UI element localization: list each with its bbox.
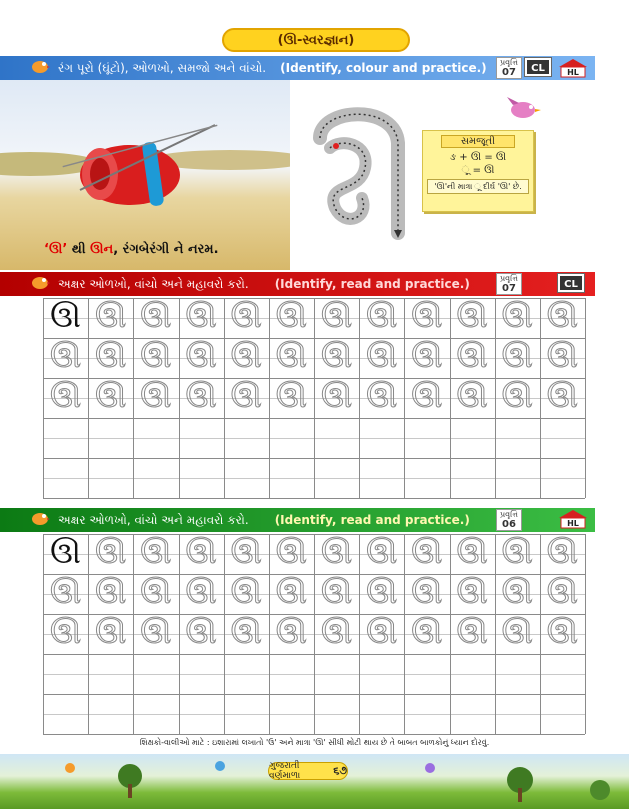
trace-letter: ઊ <box>546 576 578 611</box>
trace-letter: ઊ <box>366 616 398 651</box>
trace-letter: ઊ <box>140 616 172 651</box>
activity-tag-label: પ્રવૃત્તિ <box>499 274 519 283</box>
trace-letter: ઊ <box>411 536 443 571</box>
trace-letter: ઊ <box>185 536 217 571</box>
trace-letter: ઊ <box>95 380 127 415</box>
activity-tag <box>496 273 522 295</box>
bird-icon <box>30 510 50 526</box>
trace-letter: ઊ <box>366 576 398 611</box>
trace-letter: ઊ <box>501 380 533 415</box>
cl-badge: CL <box>525 58 551 76</box>
trace-letter: ઊ <box>140 300 172 335</box>
note-line-2: ૂ = ઊ <box>461 165 495 176</box>
activity-tag-label: પ્રવૃત્તિ <box>499 58 519 67</box>
caption-mid: થી <box>67 242 91 257</box>
explanation-note <box>422 130 534 212</box>
trace-letter: ઊ <box>456 300 488 335</box>
trace-letter: ઊ <box>185 576 217 611</box>
trace-letter: ઊ <box>230 300 262 335</box>
trace-letter: ઊ <box>50 380 82 415</box>
trace-letter: ઊ <box>411 616 443 651</box>
trace-letter: ઊ <box>185 340 217 375</box>
trace-letter: ઊ <box>140 576 172 611</box>
bird-icon <box>30 58 50 74</box>
activity-tag-number: 07 <box>502 67 516 78</box>
caption-rest: , રંગબેરંગી ને નરમ. <box>113 242 219 257</box>
trace-letter: ઊ <box>230 536 262 571</box>
trace-letter: ઊ <box>50 616 82 651</box>
instruction-gujarati: રંગ પૂરો (ઘૂંટો), ઓળખો, સમજો અને વાંચો. <box>58 60 267 75</box>
book-name: ગુજરાતી વર્ણમાળા <box>269 761 301 781</box>
trace-letter: ઊ <box>321 380 353 415</box>
trace-letter: ઊ <box>501 536 533 571</box>
trace-letter: ઊ <box>456 576 488 611</box>
trace-letter: ઊ <box>546 380 578 415</box>
trace-letter: ઊ <box>501 576 533 611</box>
grid-line <box>43 498 585 499</box>
teacher-note: શિક્ષકો-વાલીઓ માટે : ઇશારામાં લખાતો 'ઉ' અને માત્રા 'ઊ' સીધી મોટી થાય છે તે બાબત બાળકોનું ધ્યાન દોરવું. <box>139 738 490 747</box>
trace-letter: ઊ <box>456 616 488 651</box>
trace-letter: ઊ <box>456 340 488 375</box>
grid-column-line <box>585 298 586 498</box>
trace-letter: ઊ <box>95 536 127 571</box>
trace-letter: ઊ <box>411 340 443 375</box>
home-hl-icon <box>558 58 588 78</box>
trace-letter: ઊ <box>230 616 262 651</box>
trace-letter: ઊ <box>275 300 307 335</box>
bird-icon <box>30 274 50 290</box>
trace-letter: ઊ <box>321 300 353 335</box>
trace-letter: ઊ <box>501 300 533 335</box>
trace-letter: ઊ <box>411 380 443 415</box>
trace-letter: ઊ <box>275 576 307 611</box>
trace-letter: ઊ <box>456 380 488 415</box>
instruction-english: (Identify, read and practice.) <box>274 277 470 291</box>
trace-letter: ઊ <box>321 340 353 375</box>
activity-tag <box>496 509 522 531</box>
page-title: (ઊ-સ્વરજ્ઞાન) <box>222 28 410 52</box>
trace-letter: ઊ <box>95 616 127 651</box>
trace-letter: ઊ <box>275 340 307 375</box>
trace-letter: ઊ <box>230 380 262 415</box>
writing-practice-grid-1[interactable] <box>43 298 585 498</box>
trace-letter: ઊ <box>411 576 443 611</box>
model-letter: ઊ <box>50 300 82 335</box>
trace-letter: ઊ <box>140 380 172 415</box>
trace-letter: ઊ <box>321 576 353 611</box>
trace-letter: ઊ <box>366 300 398 335</box>
page-number-badge <box>268 762 348 780</box>
model-letter: ઊ <box>50 536 82 571</box>
trace-letter: ઊ <box>230 340 262 375</box>
instruction-gujarati: અક્ષર ઓળખો, વાંચો અને મહાવરો કરો. <box>58 512 249 527</box>
caption-letter: ‘ઊ’ <box>44 242 68 257</box>
activity-tag-label: પ્રવૃત્તિ <box>499 510 519 519</box>
trace-letter: ઊ <box>366 340 398 375</box>
trace-letter: ઊ <box>321 616 353 651</box>
instruction-english: (Identify, colour and practice.) <box>280 61 487 75</box>
page-number: ૬૭ <box>333 764 347 777</box>
trace-letter: ઊ <box>140 340 172 375</box>
flying-bird-icon <box>505 95 541 123</box>
note-line-1: ઙ + ઊ = ઊ <box>449 152 507 163</box>
activity-tag-number: 07 <box>502 283 516 294</box>
trace-letter: ઊ <box>230 576 262 611</box>
trace-letter: ઊ <box>501 340 533 375</box>
writing-practice-grid-2[interactable] <box>43 534 585 734</box>
instruction-gujarati: અક્ષર ઓળખો, વાંચો અને મહાવરો કરો. <box>58 276 249 291</box>
trace-letter: ઊ <box>411 300 443 335</box>
activity-tag <box>496 57 522 79</box>
svg-text:HL: HL <box>567 68 579 77</box>
grid-column-line <box>585 534 586 734</box>
letter-tracing-guide[interactable] <box>300 98 412 243</box>
home-hl-icon <box>558 509 588 529</box>
wool-caption <box>44 242 219 257</box>
trace-letter: ઊ <box>50 340 82 375</box>
trace-letter: ઊ <box>275 380 307 415</box>
trace-letter: ઊ <box>95 576 127 611</box>
trace-letter: ઊ <box>366 380 398 415</box>
cl-badge: CL <box>558 274 584 292</box>
trace-letter: ઊ <box>546 616 578 651</box>
instruction-english: (Identify, read and practice.) <box>274 513 470 527</box>
trace-letter: ઊ <box>95 340 127 375</box>
trace-letter: ઊ <box>185 380 217 415</box>
trace-letter: ઊ <box>366 536 398 571</box>
activity-tag-number: 06 <box>502 519 516 530</box>
trace-letter: ઊ <box>546 340 578 375</box>
trace-letter: ઊ <box>546 300 578 335</box>
caption-word: ઊન <box>90 242 114 257</box>
trace-letter: ઊ <box>50 576 82 611</box>
svg-text:HL: HL <box>567 519 579 528</box>
trace-letter: ઊ <box>501 616 533 651</box>
trace-letter: ઊ <box>140 536 172 571</box>
trace-letter: ઊ <box>275 616 307 651</box>
trace-letter: ઊ <box>185 616 217 651</box>
grid-line <box>43 734 585 735</box>
note-heading: સમજૂતી <box>441 135 515 148</box>
trace-letter: ઊ <box>321 536 353 571</box>
trace-letter: ઊ <box>546 536 578 571</box>
trace-letter: ઊ <box>456 536 488 571</box>
note-line-3: 'ઊ'ની માત્રા ૂ દીર્ઘ 'ઊ' છે. <box>427 179 529 194</box>
trace-letter: ઊ <box>95 300 127 335</box>
trace-letter: ઊ <box>275 536 307 571</box>
trace-letter: ઊ <box>185 300 217 335</box>
